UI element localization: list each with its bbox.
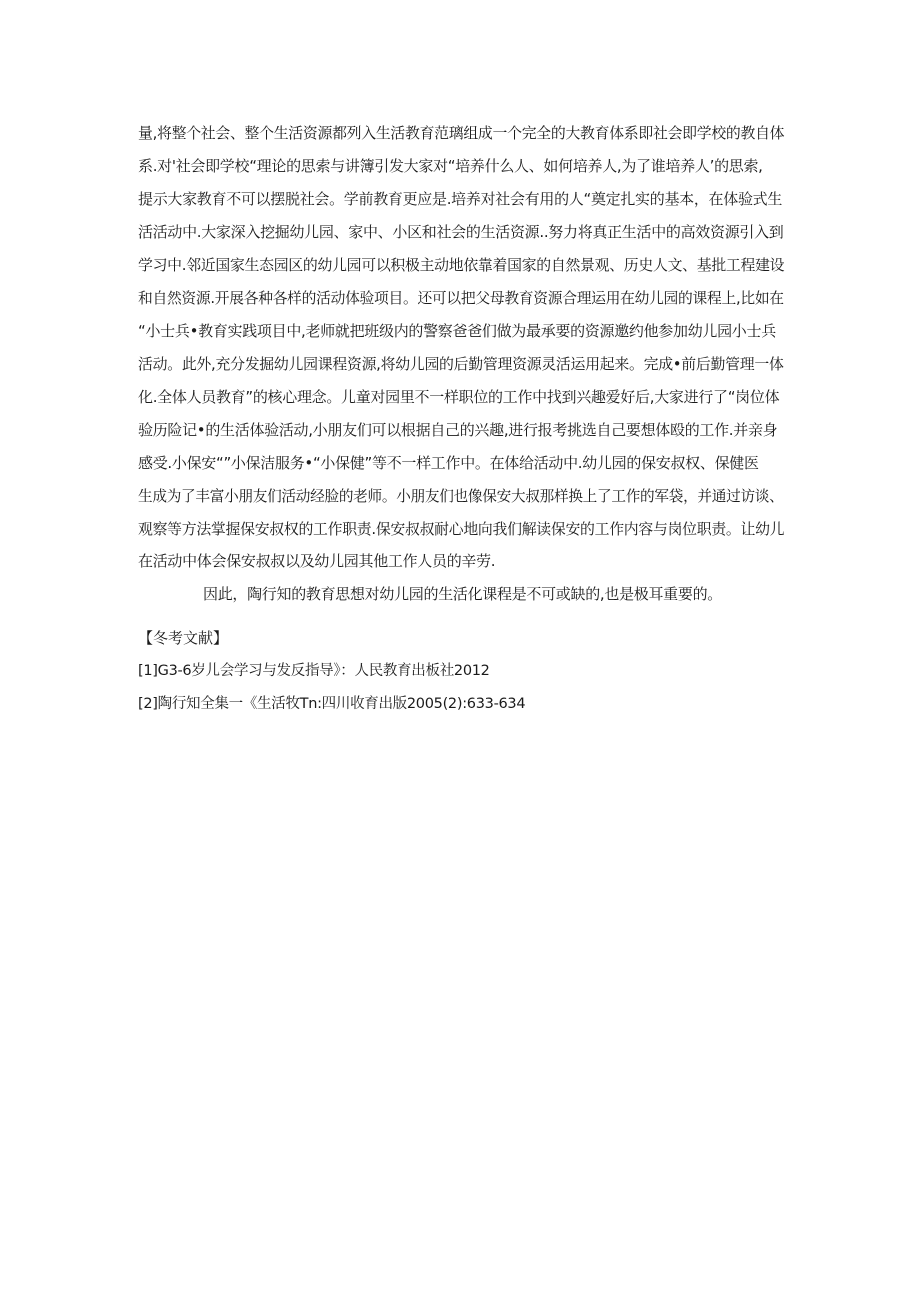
body-line: 活动。此外,充分发掘幼儿园课程资源,将幼儿园的后勤管理资源灵活运用起来。完成•前后勤管理一体 [138,355,784,373]
closing-paragraph: 因此，陶行知的教育思想对幼儿园的生活化课程是不可或缺的,也是极耳重要的。 [203,585,722,603]
body-line: 观察等方法掌握保安叔权的工作职责.保安叔叔耐心地向我们解读保安的工作内容与岗位职责。让幼儿 [138,520,785,538]
body-line: 提示大家教育不可以摆脱社会。学前教育更应是.培养对社会有用的人“奠定扎实的基本，在体验式生 [138,190,783,208]
body-line: 生成为了丰富小朋友们活动经脸的老师。小朋友们也像保安大叔那样换上了工作的军袋，并通过访谈、 [138,487,784,505]
reference-item: [2]陶行知全集一《生活牧Tn:四川收育出版2005(2):633-634 [138,696,526,712]
body-line: 和自然资源.开展各种各样的活动体验项目。还可以把父母教育资源合理运用在幼儿园的课程上,比如在 [138,289,784,307]
reference-item: [1]G3-6岁儿会学习与发反指导》：人民教育出板社2012 [138,663,490,679]
body-line: 活活动中.大家深入挖掘幼儿园、家中、小区和社会的生活资源..努力将真正生活中的高效资源引入到 [138,223,784,241]
body-line: 量,将整个社会、整个生活资源都列入生活教育范璃组成一个完全的大教育体系即社会即学校的教自体 [138,124,785,142]
body-line: 系.对'社会即学校“理论的思索与讲簿引发大家对“培养什么人、如何培养人,为了谁培养人’的思索, [138,157,763,175]
body-line: “小士兵•教育实践项目中,老师就把班级内的警察爸爸们做为最承要的资源邀约他参加幼儿园小士兵 [138,322,776,340]
body-line: 在活动中体会保安叔叔以及幼儿园其他工作人员的辛劳. [138,552,496,570]
body-line: 化.全体人员教育”的核心理念。儿童对园里不一样职位的工作中找到兴趣爱好后,大家进行了“岗位体 [138,388,780,406]
body-line: 验历险记•的生活体验活动,小朋友们可以根据自己的兴趣,进行报考挑选自己要想体殴的工作.并亲身 [138,421,778,439]
references-heading: 【冬考文献】 [138,629,229,647]
body-line: 学习中.邻近国家生态园区的幼儿园可以积极主动地依靠着国家的自然景观、历史人文、基批工程建设 [138,256,785,274]
body-line: 感受.小保安“”小保洁服务•“小保健”等不一样工作中。在体给活动中.幼儿园的保安叔权、保健医 [138,454,759,472]
